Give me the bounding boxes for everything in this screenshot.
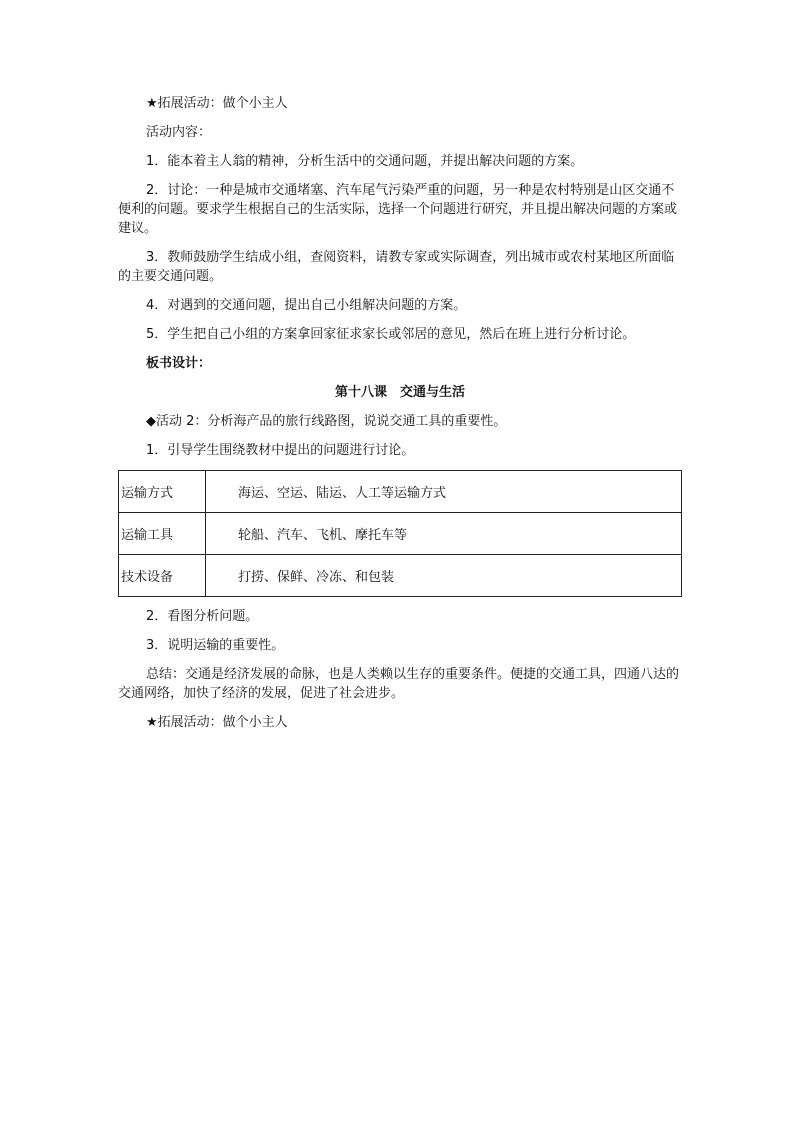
activity-item-5: 5．学生把自己小组的方案拿回家征求家长或邻居的意见，然后在班上进行分析讨论。 — [146, 327, 636, 342]
transport-table — [118, 470, 682, 597]
activity-heading-repeat: ★拓展活动：做个小主人 — [146, 715, 288, 730]
activity-item-3: 3．教师鼓励学生结成小组，查阅资料，请教专家或实际调查，列出城市或农村某地区所面临的主要交通问题。 — [118, 250, 675, 284]
activity-2-heading: ◆活动 2：分析海产品的旅行线路图，说说交通工具的重要性。 — [146, 414, 507, 429]
table-cell-value: 海运、空运、陆运、人工等运输方式 — [206, 471, 682, 513]
table-row — [119, 555, 682, 597]
table-cell-label: 运输方式 — [119, 471, 206, 513]
table-cell-label: 运输工具 — [119, 513, 206, 555]
explain-importance: 3．说明运输的重要性。 — [146, 638, 285, 653]
table-row — [119, 513, 682, 555]
table-row — [119, 471, 682, 513]
blackboard-design-label: 板书设计： — [146, 356, 212, 371]
activity-content-label: 活动内容： — [146, 125, 212, 140]
activity-item-4: 4．对遇到的交通问题，提出自己小组解决问题的方案。 — [146, 298, 467, 313]
table-cell-value: 轮船、汽车、飞机、摩托车等 — [206, 513, 682, 555]
activity-heading: ★拓展活动：做个小主人 — [146, 96, 288, 111]
document-body — [118, 94, 682, 732]
table-cell-value: 打捞、保鲜、冷冻、和包装 — [206, 555, 682, 597]
activity-item-2: 2．讨论：一种是城市交通堵塞、汽车尾气污染严重的问题，另一种是农村特别是山区交通不便利的问题。要求学生根据自己的生活实际，选择一个问题进行研究，并且提出解决问题的方案或建议。 — [118, 183, 678, 236]
lesson-title: 第十八课 交通与生活 — [334, 385, 465, 400]
guide-discussion: 1．引导学生围绕教材中提出的问题进行讨论。 — [146, 443, 415, 458]
analyze-picture: 2．看图分析问题。 — [146, 609, 259, 624]
activity-item-1: 1．能本着主人翁的精神，分析生活中的交通问题，并提出解决问题的方案。 — [146, 154, 584, 169]
summary: 总结：交通是经济发展的命脉，也是人类赖以生存的重要条件。便捷的交通工具，四通八达的交通网络，加快了经济的发展，促进了社会进步。 — [118, 667, 680, 701]
table-cell-label: 技术设备 — [119, 555, 206, 597]
